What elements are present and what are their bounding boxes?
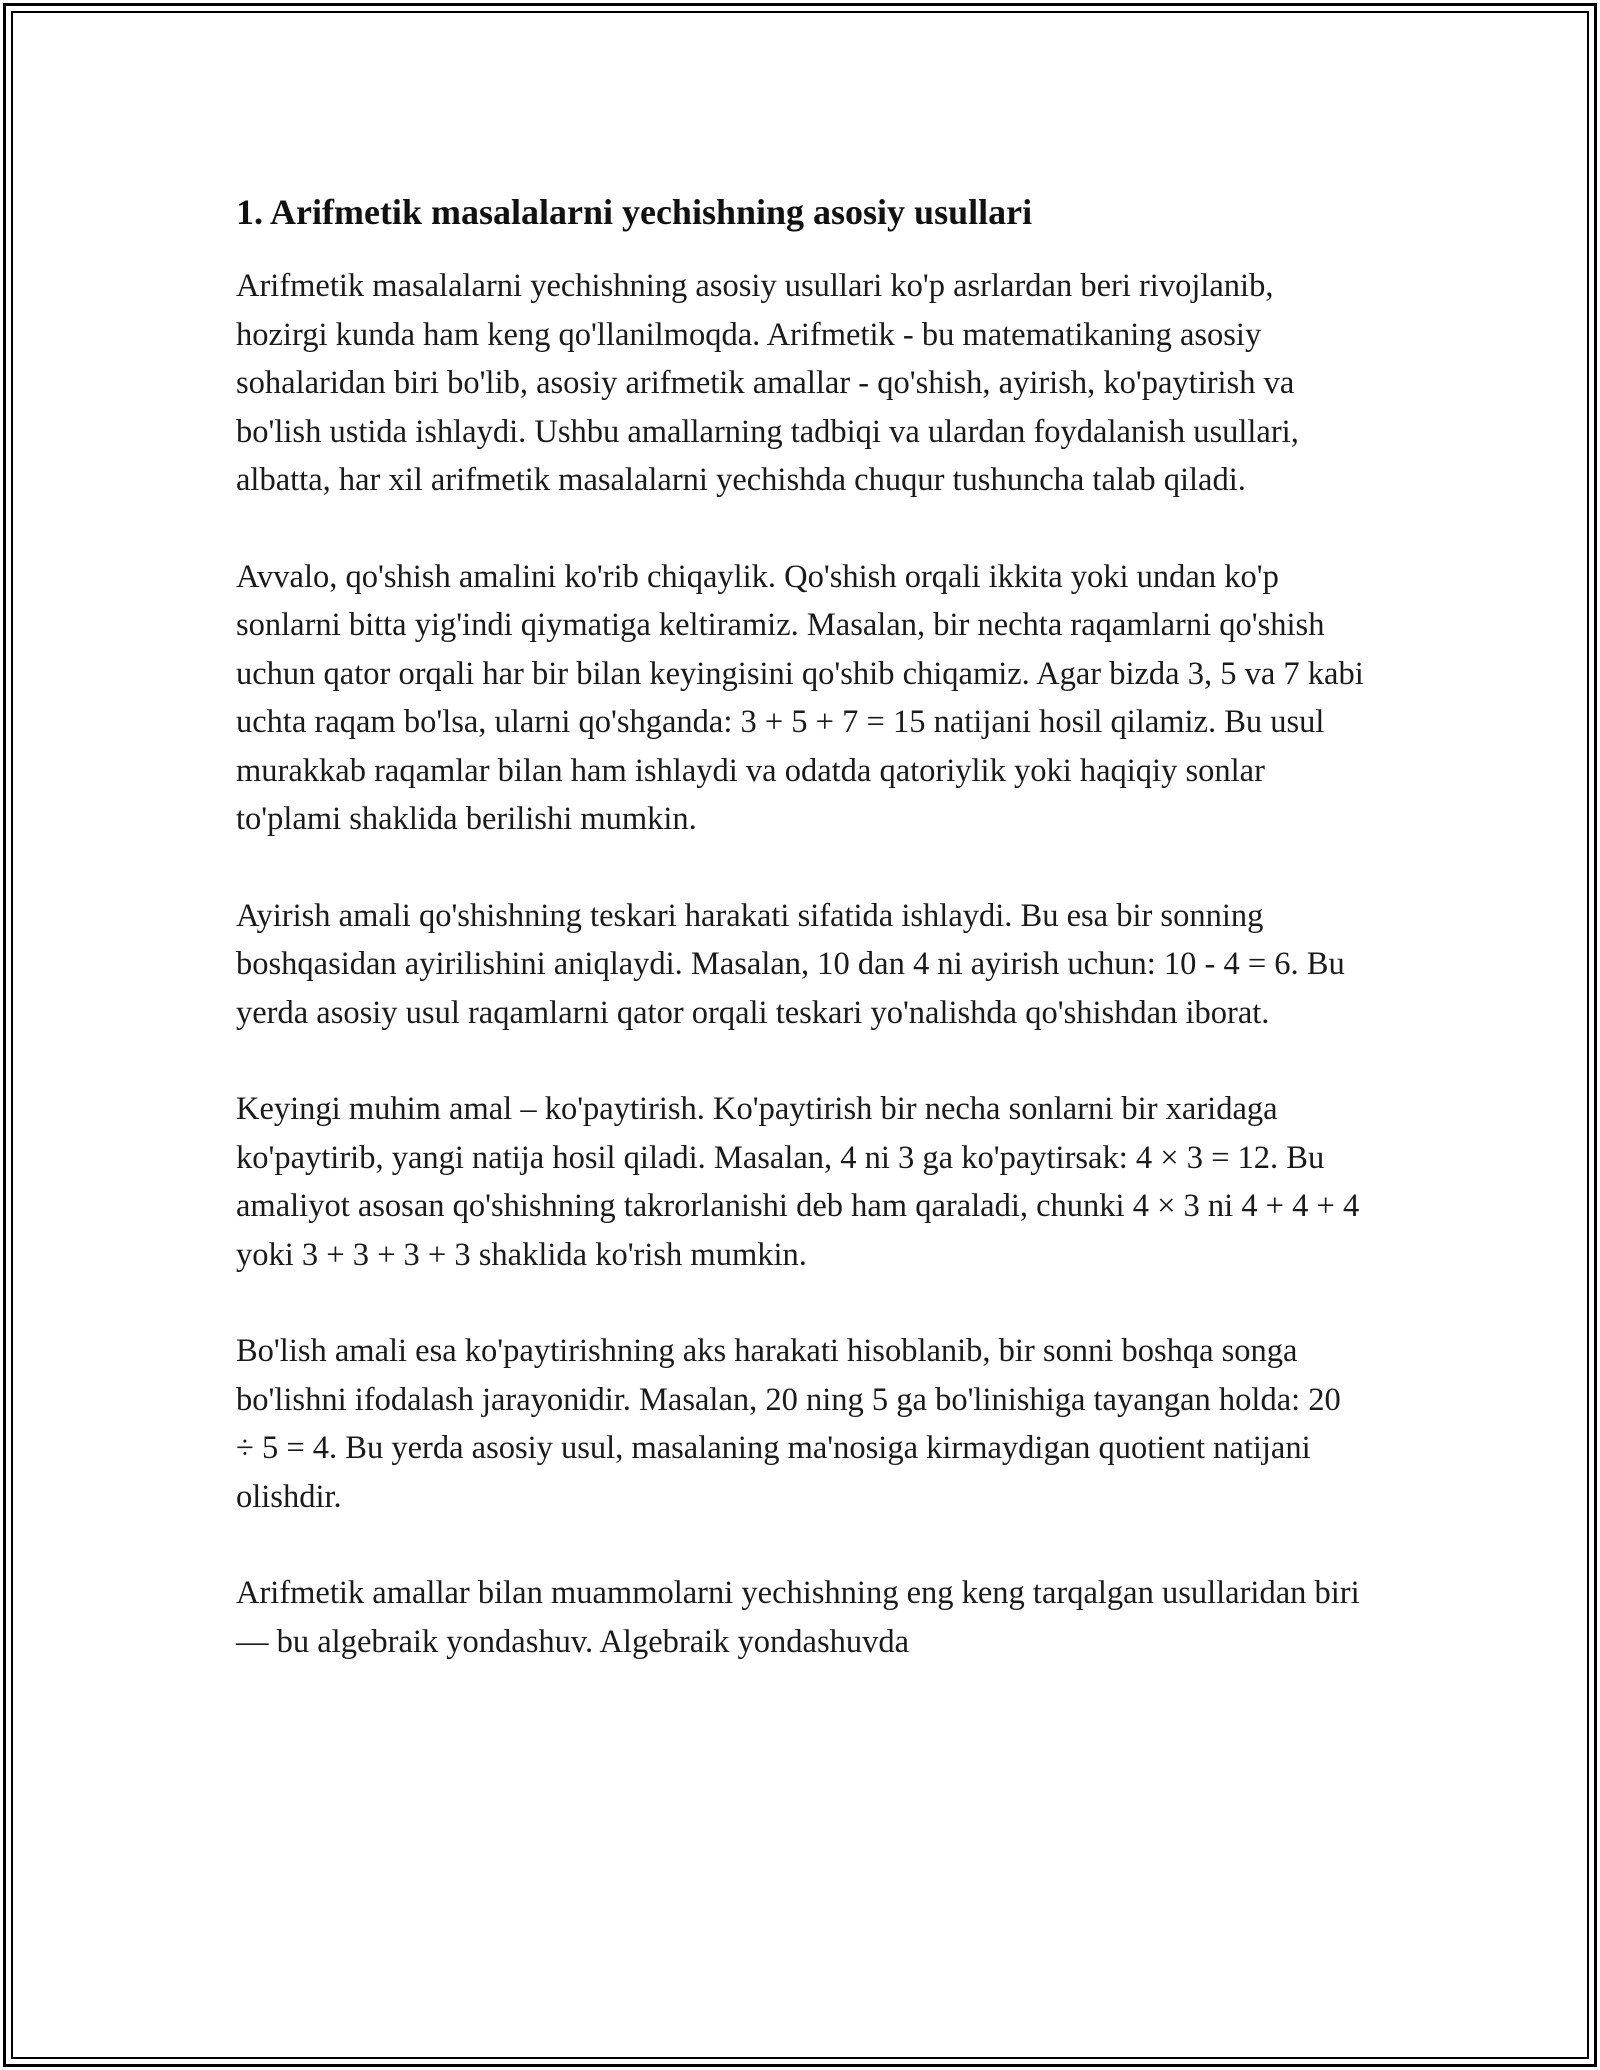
section-title: 1. Arifmetik masalalarni yechishning asosiy usullari xyxy=(236,192,1033,232)
paragraph-subtraction: Ayirish amali qo'shishning teskari harakati sifatida ishlaydi. Bu esa bir sonning boshqasidan ayirilishini aniqlaydi. Masalan, 10 dan 4 ni ayirish uchun: 10 - 4 = 6. Bu yerda asosiy usul raqamlarni qator orqali teskari yo'nalishda qo'shishdan iborat. xyxy=(236,897,1345,1031)
paragraph-addition: Avvalo, qo'shish amalini ko'rib chiqaylik. Qo'shish orqali ikkita yoki undan ko'p sonlarni bitta yig'indi qiymatiga keltiramiz. Masalan, bir nechta raqamlarni qo'shish uchun qator orqali har bir bilan keyingisini qo'shib chiqamiz. Agar bizda 3, 5 va 7 kabi uchta raqam bo'lsa, ularni qo'shganda: 3 + 5 + 7 = 15 natijani hosil qilamiz. Bu usul murakkab raqamlar bilan ham ishlaydi va odatda qatoriylik yoki haqiqiy sonlar to'plami shaklida berilishi mumkin. xyxy=(236,558,1364,837)
paragraph-multiplication: Keyingi muhim amal – ko'paytirish. Ko'paytirish bir necha sonlarni bir xaridaga ko'paytirib, yangi natija hosil qiladi. Masalan, 4 ni 3 ga ko'paytirsak: 4 × 3 = 12. Bu amaliyot asosan qo'shishning takrorlanishi deb ham qaraladi, chunki 4 × 3 ni 4 + 4 + 4 yoki 3 + 3 + 3 + 3 shaklida ko'rish mumkin. xyxy=(236,1091,1360,1273)
paragraph-intro: Arifmetik masalalarni yechishning asosiy usullari ko'p asrlardan beri rivojlanib, hozirgi kunda ham keng qo'llanilmoqda. Arifmetik - bu matematikaning asosiy sohalaridan biri bo'lib, asosiy arifmetik amallar - qo'shish, ayirish, ko'paytirish va bo'lish ustida ishlaydi. Ushbu amallarning tadbiqi va ulardan foydalanish usullari, albatta, har xil arifmetik masalalarni yechishda chuqur tushuncha talab qiladi. xyxy=(236,268,1299,498)
paragraph-algebraic: Arifmetik amallar bilan muammolarni yechishning eng keng tarqalgan usullaridan biri — bu algebraik yondashuv. Algebraik yondashuvda xyxy=(236,1575,1360,1660)
paragraph-division: Bo'lish amali esa ko'paytirishning aks harakati hisoblanib, bir sonni boshqa songa bo'lishni ifodalash jarayonidir. Masalan, 20 ning 5 ga bo'linishiga tayangan holda: 20 ÷ 5 = 4. Bu yerda asosiy usul, masalaning ma'nosiga kirmaydigan quotient natijani olishdir. xyxy=(236,1333,1341,1515)
document-body xyxy=(236,188,1366,1714)
